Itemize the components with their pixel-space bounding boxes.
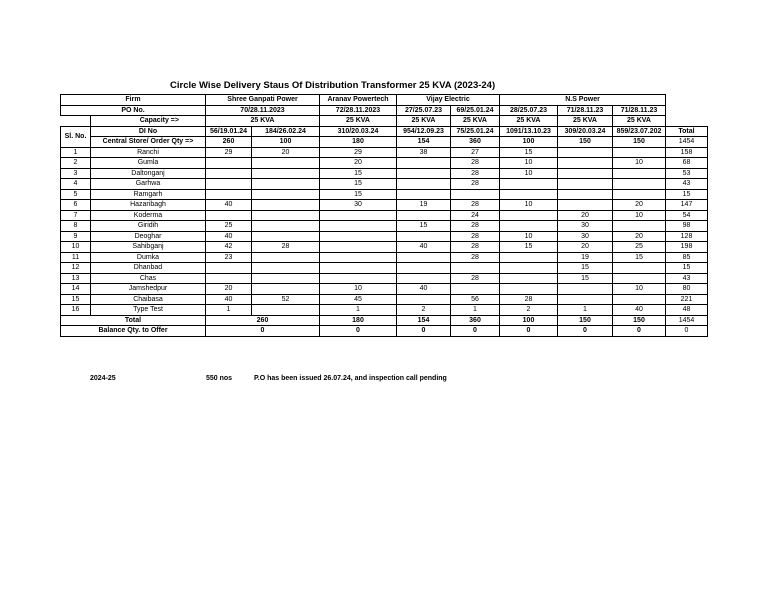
qty-cell: 30 bbox=[320, 200, 397, 211]
qty-cell: 1 bbox=[451, 305, 500, 316]
di-cell: 309/20.03.24 bbox=[558, 126, 613, 137]
circle-row bbox=[61, 263, 708, 274]
qty-cell bbox=[397, 231, 451, 242]
qty-cell: 1 bbox=[206, 305, 252, 316]
total-cell: 100 bbox=[500, 315, 558, 326]
row-total-cell: 80 bbox=[666, 284, 708, 295]
di-cell: 1091/13.10.23 bbox=[500, 126, 558, 137]
qty-cell bbox=[500, 210, 558, 221]
qty-cell bbox=[252, 210, 320, 221]
circle-row bbox=[61, 168, 708, 179]
circle-name: Ranchi bbox=[91, 147, 206, 158]
row-total-cell: 98 bbox=[666, 221, 708, 232]
di-cell: 310/20.03.24 bbox=[320, 126, 397, 137]
po-row bbox=[61, 105, 708, 116]
qty-cell: 28 bbox=[451, 158, 500, 169]
qty-cell: 29 bbox=[320, 147, 397, 158]
qty-cell bbox=[613, 168, 666, 179]
qty-cell: 10 bbox=[613, 210, 666, 221]
qty-cell bbox=[613, 147, 666, 158]
qty-cell bbox=[500, 221, 558, 232]
qty-cell: 40 bbox=[206, 200, 252, 211]
qty-cell: 28 bbox=[451, 273, 500, 284]
capacity-cell: 25 KVA bbox=[206, 116, 320, 127]
grand-total: 1454 bbox=[666, 315, 708, 326]
qty-cell bbox=[558, 147, 613, 158]
qty-cell: 20 bbox=[613, 231, 666, 242]
qty-cell bbox=[500, 284, 558, 295]
qty-cell bbox=[320, 273, 397, 284]
sl-no-cell: 1 bbox=[61, 147, 91, 158]
qty-cell: 28 bbox=[252, 242, 320, 253]
qty-cell bbox=[206, 189, 252, 200]
po-cell: 27/25.07.23 bbox=[397, 105, 451, 116]
order-qty-cell: 150 bbox=[613, 137, 666, 148]
qty-cell: 10 bbox=[500, 231, 558, 242]
qty-cell bbox=[613, 221, 666, 232]
row-total-cell: 15 bbox=[666, 189, 708, 200]
delivery-table bbox=[60, 94, 708, 337]
qty-cell bbox=[397, 168, 451, 179]
order-qty-cell: 180 bbox=[320, 137, 397, 148]
circle-row bbox=[61, 147, 708, 158]
circle-row bbox=[61, 221, 708, 232]
di-cell: 56/19.01.24 bbox=[206, 126, 252, 137]
qty-cell bbox=[252, 189, 320, 200]
balance-row bbox=[61, 326, 708, 337]
order-qty-cell: 260 bbox=[206, 137, 252, 148]
circle-row bbox=[61, 210, 708, 221]
order-qty-cell: 154 bbox=[397, 137, 451, 148]
qty-cell: 10 bbox=[613, 284, 666, 295]
sl-no-header: Sl. No. bbox=[61, 126, 91, 147]
sl-no-cell: 4 bbox=[61, 179, 91, 190]
qty-cell bbox=[206, 263, 252, 274]
firm-aranav: Aranav Powertech bbox=[320, 95, 397, 106]
qty-cell bbox=[252, 158, 320, 169]
qty-cell: 30 bbox=[558, 231, 613, 242]
qty-cell: 15 bbox=[500, 147, 558, 158]
row-total-cell: 158 bbox=[666, 147, 708, 158]
capacity-cell: 25 KVA bbox=[451, 116, 500, 127]
row-total-cell: 43 bbox=[666, 273, 708, 284]
circle-row bbox=[61, 273, 708, 284]
qty-cell bbox=[206, 168, 252, 179]
sl-no-cell: 8 bbox=[61, 221, 91, 232]
firm-row bbox=[61, 95, 708, 106]
qty-cell: 15 bbox=[613, 252, 666, 263]
qty-cell bbox=[320, 242, 397, 253]
sl-no-cell: 9 bbox=[61, 231, 91, 242]
order-qty-cell: 100 bbox=[252, 137, 320, 148]
qty-cell bbox=[613, 294, 666, 305]
circle-rows bbox=[61, 147, 708, 315]
qty-cell bbox=[613, 179, 666, 190]
qty-cell: 40 bbox=[206, 231, 252, 242]
balance-cell: 0 bbox=[397, 326, 451, 337]
qty-cell bbox=[500, 263, 558, 274]
po-cell: 72/28.11.2023 bbox=[320, 105, 397, 116]
qty-cell bbox=[252, 252, 320, 263]
total-cell: 360 bbox=[451, 315, 500, 326]
sl-no-cell: 2 bbox=[61, 158, 91, 169]
capacity-row bbox=[61, 116, 708, 127]
total-cell: 154 bbox=[397, 315, 451, 326]
sl-no-cell: 16 bbox=[61, 305, 91, 316]
qty-cell bbox=[206, 179, 252, 190]
balance-cell: 0 bbox=[320, 326, 397, 337]
qty-cell: 23 bbox=[206, 252, 252, 263]
row-total-cell: 15 bbox=[666, 263, 708, 274]
po-label: PO No. bbox=[61, 105, 206, 116]
circle-row bbox=[61, 179, 708, 190]
qty-cell: 15 bbox=[500, 242, 558, 253]
order-qty-cell: 150 bbox=[558, 137, 613, 148]
circle-name: Daltonganj bbox=[91, 168, 206, 179]
qty-cell: 52 bbox=[252, 294, 320, 305]
qty-cell bbox=[613, 273, 666, 284]
qty-cell bbox=[206, 210, 252, 221]
qty-cell: 28 bbox=[451, 242, 500, 253]
qty-cell: 28 bbox=[451, 200, 500, 211]
qty-cell: 25 bbox=[613, 242, 666, 253]
sl-no-cell: 7 bbox=[61, 210, 91, 221]
circle-name: Gumla bbox=[91, 158, 206, 169]
qty-cell bbox=[500, 252, 558, 263]
row-total-cell: 221 bbox=[666, 294, 708, 305]
qty-cell bbox=[451, 189, 500, 200]
sl-no-cell: 14 bbox=[61, 284, 91, 295]
capacity-cell: 25 KVA bbox=[320, 116, 397, 127]
qty-cell: 10 bbox=[613, 158, 666, 169]
qty-cell bbox=[252, 273, 320, 284]
qty-cell bbox=[252, 263, 320, 274]
qty-cell bbox=[397, 273, 451, 284]
qty-cell: 28 bbox=[451, 179, 500, 190]
qty-cell bbox=[252, 284, 320, 295]
sl-no-cell: 5 bbox=[61, 189, 91, 200]
circle-name: Koderma bbox=[91, 210, 206, 221]
firm-ns-power: N.S Power bbox=[500, 95, 666, 106]
circle-name: Deoghar bbox=[91, 231, 206, 242]
qty-cell bbox=[320, 210, 397, 221]
qty-cell bbox=[558, 189, 613, 200]
sl-no-cell: 10 bbox=[61, 242, 91, 253]
qty-cell: 40 bbox=[397, 284, 451, 295]
qty-cell: 29 bbox=[206, 147, 252, 158]
qty-cell: 20 bbox=[206, 284, 252, 295]
qty-cell: 25 bbox=[206, 221, 252, 232]
balance-cell: 0 bbox=[500, 326, 558, 337]
po-cell: 69/25.01.24 bbox=[451, 105, 500, 116]
total-cell: 260 bbox=[206, 315, 320, 326]
circle-row bbox=[61, 200, 708, 211]
qty-cell bbox=[451, 263, 500, 274]
po-cell: 28/25.07.23 bbox=[500, 105, 558, 116]
qty-cell: 40 bbox=[206, 294, 252, 305]
firm-shree-ganpati: Shree Ganpati Power bbox=[206, 95, 320, 106]
row-total-cell: 48 bbox=[666, 305, 708, 316]
circle-row bbox=[61, 284, 708, 295]
qty-cell: 40 bbox=[613, 305, 666, 316]
circle-row bbox=[61, 252, 708, 263]
qty-cell: 40 bbox=[397, 242, 451, 253]
qty-cell bbox=[558, 200, 613, 211]
row-total-cell: 85 bbox=[666, 252, 708, 263]
qty-cell: 10 bbox=[500, 168, 558, 179]
circle-name: Jamshedpur bbox=[91, 284, 206, 295]
di-cell: 954/12.09.23 bbox=[397, 126, 451, 137]
balance-cell: 0 bbox=[613, 326, 666, 337]
qty-cell bbox=[500, 273, 558, 284]
qty-cell bbox=[397, 210, 451, 221]
qty-cell bbox=[613, 263, 666, 274]
balance-cell: 0 bbox=[451, 326, 500, 337]
circle-row bbox=[61, 242, 708, 253]
row-total-cell: 198 bbox=[666, 242, 708, 253]
qty-cell: 27 bbox=[451, 147, 500, 158]
footer-qty: 550 nos bbox=[206, 375, 233, 382]
sl-no-cell: 15 bbox=[61, 294, 91, 305]
qty-cell: 42 bbox=[206, 242, 252, 253]
report-title: Circle Wise Delivery Staus Of Distribution Transformer 25 KVA (2023-24) bbox=[170, 80, 496, 91]
qty-cell bbox=[558, 179, 613, 190]
firm-vijay: Vijay Electric bbox=[397, 95, 500, 106]
sl-no-cell: 13 bbox=[61, 273, 91, 284]
capacity-label: Capacity => bbox=[91, 116, 206, 127]
qty-cell bbox=[252, 305, 320, 316]
row-total-cell: 128 bbox=[666, 231, 708, 242]
qty-cell: 20 bbox=[252, 147, 320, 158]
qty-cell: 30 bbox=[558, 221, 613, 232]
qty-cell: 1 bbox=[558, 305, 613, 316]
qty-cell bbox=[558, 284, 613, 295]
qty-cell: 10 bbox=[320, 284, 397, 295]
qty-cell bbox=[320, 252, 397, 263]
di-cell: 184/26.02.24 bbox=[252, 126, 320, 137]
circle-name: Chaibasa bbox=[91, 294, 206, 305]
total-header: Total bbox=[666, 126, 708, 137]
circle-row bbox=[61, 294, 708, 305]
qty-cell: 20 bbox=[558, 210, 613, 221]
qty-cell: 28 bbox=[451, 231, 500, 242]
qty-cell: 15 bbox=[320, 179, 397, 190]
total-cell: 150 bbox=[558, 315, 613, 326]
qty-cell: 10 bbox=[500, 158, 558, 169]
po-cell: 71/28.11.23 bbox=[613, 105, 666, 116]
balance-label: Balance Qty. to Offer bbox=[61, 326, 206, 337]
qty-cell bbox=[320, 221, 397, 232]
qty-cell: 19 bbox=[558, 252, 613, 263]
qty-cell bbox=[252, 221, 320, 232]
qty-cell: 2 bbox=[500, 305, 558, 316]
di-cell: 75/25.01.24 bbox=[451, 126, 500, 137]
qty-cell: 56 bbox=[451, 294, 500, 305]
circle-name: Dhanbad bbox=[91, 263, 206, 274]
qty-cell bbox=[397, 179, 451, 190]
row-total-cell: 53 bbox=[666, 168, 708, 179]
balance-cell: 0 bbox=[206, 326, 320, 337]
row-total-cell: 147 bbox=[666, 200, 708, 211]
qty-cell bbox=[500, 179, 558, 190]
sl-no-cell: 11 bbox=[61, 252, 91, 263]
qty-cell: 10 bbox=[500, 200, 558, 211]
qty-cell bbox=[252, 179, 320, 190]
circle-row bbox=[61, 189, 708, 200]
firm-label: Firm bbox=[61, 95, 206, 106]
qty-cell: 20 bbox=[613, 200, 666, 211]
qty-cell bbox=[397, 158, 451, 169]
capacity-cell: 25 KVA bbox=[500, 116, 558, 127]
order-qty-total: 1454 bbox=[666, 137, 708, 148]
qty-cell bbox=[397, 189, 451, 200]
qty-cell bbox=[206, 273, 252, 284]
balance-total: 0 bbox=[666, 326, 708, 337]
circle-row bbox=[61, 305, 708, 316]
qty-cell: 19 bbox=[397, 200, 451, 211]
qty-cell bbox=[558, 294, 613, 305]
order-qty-cell: 100 bbox=[500, 137, 558, 148]
qty-cell: 15 bbox=[558, 273, 613, 284]
qty-cell bbox=[252, 231, 320, 242]
po-cell: 71/28.11.23 bbox=[558, 105, 613, 116]
qty-cell bbox=[558, 158, 613, 169]
qty-cell: 15 bbox=[397, 221, 451, 232]
total-cell: 180 bbox=[320, 315, 397, 326]
circle-name: Ramgarh bbox=[91, 189, 206, 200]
qty-cell: 45 bbox=[320, 294, 397, 305]
sl-no-cell: 12 bbox=[61, 263, 91, 274]
qty-cell bbox=[397, 252, 451, 263]
circle-row bbox=[61, 158, 708, 169]
footer-note: P.O has been issued 26.07.24, and inspection call pending bbox=[254, 375, 447, 382]
qty-cell bbox=[451, 284, 500, 295]
circle-name: Dumka bbox=[91, 252, 206, 263]
circle-name: Giridih bbox=[91, 221, 206, 232]
qty-cell: 15 bbox=[558, 263, 613, 274]
qty-cell: 15 bbox=[320, 189, 397, 200]
qty-cell: 24 bbox=[451, 210, 500, 221]
qty-cell: 20 bbox=[320, 158, 397, 169]
qty-cell: 2 bbox=[397, 305, 451, 316]
circle-name: Chas bbox=[91, 273, 206, 284]
qty-cell bbox=[320, 231, 397, 242]
row-total-cell: 68 bbox=[666, 158, 708, 169]
circle-name: Hazaribagh bbox=[91, 200, 206, 211]
footer-year: 2024-25 bbox=[90, 375, 116, 382]
order-qty-row bbox=[61, 137, 708, 148]
circle-name: Type Test bbox=[91, 305, 206, 316]
qty-cell bbox=[500, 189, 558, 200]
di-cell: 859/23.07.202 bbox=[613, 126, 666, 137]
qty-cell bbox=[320, 263, 397, 274]
qty-cell bbox=[252, 168, 320, 179]
total-row bbox=[61, 315, 708, 326]
row-total-cell: 43 bbox=[666, 179, 708, 190]
qty-cell bbox=[397, 294, 451, 305]
qty-cell: 20 bbox=[558, 242, 613, 253]
qty-cell: 28 bbox=[451, 252, 500, 263]
po-cell: 70/28.11.2023 bbox=[206, 105, 320, 116]
capacity-cell: 25 KVA bbox=[558, 116, 613, 127]
total-row-label: Total bbox=[61, 315, 206, 326]
total-cell: 150 bbox=[613, 315, 666, 326]
capacity-cell: 25 KVA bbox=[397, 116, 451, 127]
balance-cell: 0 bbox=[558, 326, 613, 337]
qty-cell: 1 bbox=[320, 305, 397, 316]
qty-cell bbox=[252, 200, 320, 211]
central-store-label: Central Store/ Order Qty => bbox=[91, 137, 206, 148]
qty-cell: 38 bbox=[397, 147, 451, 158]
total-spacer bbox=[666, 95, 708, 127]
qty-cell: 28 bbox=[451, 168, 500, 179]
di-row bbox=[61, 126, 708, 137]
qty-cell bbox=[558, 168, 613, 179]
capacity-cell: 25 KVA bbox=[613, 116, 666, 127]
order-qty-cell: 360 bbox=[451, 137, 500, 148]
qty-cell bbox=[206, 158, 252, 169]
circle-row bbox=[61, 231, 708, 242]
blank-cell bbox=[61, 116, 91, 127]
sl-no-cell: 6 bbox=[61, 200, 91, 211]
qty-cell: 28 bbox=[500, 294, 558, 305]
di-label: DI No bbox=[91, 126, 206, 137]
circle-name: Garhwa bbox=[91, 179, 206, 190]
qty-cell: 15 bbox=[320, 168, 397, 179]
sl-no-cell: 3 bbox=[61, 168, 91, 179]
qty-cell: 28 bbox=[451, 221, 500, 232]
qty-cell bbox=[397, 263, 451, 274]
qty-cell bbox=[613, 189, 666, 200]
circle-name: Sahibganj bbox=[91, 242, 206, 253]
row-total-cell: 54 bbox=[666, 210, 708, 221]
